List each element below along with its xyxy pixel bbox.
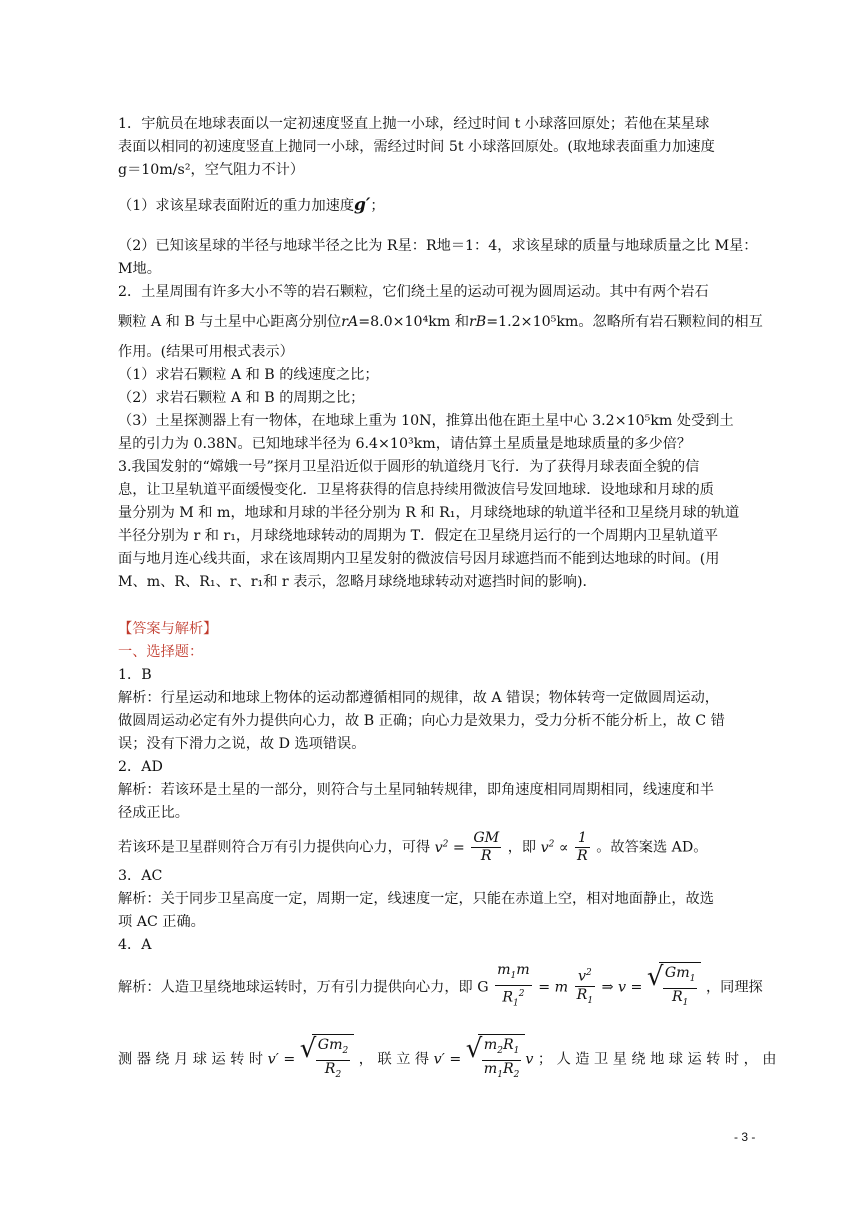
answers-heading: 【答案与解析】 [118,621,218,637]
answer-4-formula-line-1 [118,962,768,1013]
answer-4-formula-line-2 [118,1034,777,1085]
formula-proportional: $v^2$ ∝ [540,839,569,856]
answer-3-line-1: 解析：关于同步卫星高度一定，周期一定，线速度一定，只能在赤道上空，相对地面静止，故选 [118,891,714,907]
problem-1-line-3: g＝10m/s²，空气阻力不计） [118,162,305,178]
problem-3-line-5: 面与地月连心线共面，求在该周期内卫星发射的微波信号因月球遮挡而不能到达地球的时间。(用 [118,551,720,567]
answer-2-label: 2．AD [118,759,163,775]
problem-2-line-3: 作用。(结果可用根式表示） [118,344,294,360]
formula-equals-m: = m [538,979,569,996]
answer-2-line-3-part-a: 若该环是卫星群则符合万有引力提供向心力，可得 [118,839,431,856]
formula-sqrt-ratio: √ $\frac{m_2R_1}{m_1R_2}$ [466,1034,526,1085]
answer-4-line-1-part-b: ，同理探 [705,979,763,996]
problem-1-question-2 [118,235,768,281]
page-number: - 3 - [734,1130,756,1144]
formula-g-symbol: G [477,979,489,996]
problem-2-line-2-part-b: =8.0×10⁴km 和 [358,314,470,330]
answer-4-line-1-part-a: 解析：人造卫星绕地球运转时，万有引力提供向心力，即 [118,979,473,996]
formula-gm-over-r: $\frac{GM}{R}$ [473,830,500,865]
r-b-symbol: rB [469,314,487,330]
answer-2-line-1: 解析：若该环是土星的一部分，则符合与土星同轴转规律，即角速度相同周期相同，线速度和半 [118,782,714,798]
problem-2 [118,281,768,304]
problem-1-line-2: 表面以相同的初速度竖直上抛同一小球，需经过时间 5t 小球落回原处。(取地球表面重力加速度 [118,139,715,155]
answer-4-line-2-part-a: 测 器 绕 月 球 运 转 时 [118,1051,264,1068]
answer-1-line-2: 做圆周运动必定有外力提供向心力，故 B 正确；向心力是效果力，受力分析不能分析上，故 C 错 [118,713,725,729]
formula-m1m-over-r1sq: $\frac{m_1m}{R_1^2}$ [497,962,530,1009]
formula-implies-v: ⇒ v = [601,979,643,996]
answer-3 [118,865,768,957]
problem-2-line-2 [118,311,768,334]
answer-3-line-2: 项 AC 正确。 [118,914,205,930]
problem-1-question-2-line-1: （2）已知该星球的半径与地球半径之比为 R星：R地＝1：4，求该星球的质量与地球质量之比 M星： [118,238,758,254]
problem-1-question-1-end: ； [370,198,385,214]
r-a-symbol: rA [341,314,359,330]
answer-4-line-2-part-c: ； 人 造 卫 星 绕 地 球 运 转 时 ， 由 [537,1051,777,1068]
problem-2-line-2-part-c: =1.2×10⁵km。忽略所有岩石颗粒间的相互 [486,314,763,330]
answer-2-line-3-part-b: ，即 [507,839,537,856]
formula-one-over-r: $\frac{1}{R}$ [577,830,588,865]
problem-3-line-4: 半径分别为 r 和 r₁，月球绕地球转动的周期为 T．假定在卫星绕月运行的一个周期内卫星轨道平 [118,528,719,544]
formula-sqrt-gm2-r2: √ $\frac{Gm_2}{R_2}$ [300,1034,355,1085]
answer-2-line-3-part-c: 。故答案选 AD。 [596,839,708,856]
answer-4-label: 4．A [118,937,152,953]
formula-sqrt-gm1-r1: √ $\frac{Gm_1}{R_1}$ [647,962,702,1013]
problem-2-question-1: （1）求岩石颗粒 A 和 B 的线速度之比； [118,367,379,383]
answer-2-formula-line [118,824,768,868]
formula-v-suffix: v [525,1051,534,1068]
problem-2-line-2-part-a: 颗粒 A 和 B 与土星中心距离分别位 [118,314,342,330]
problem-2-question-3-line-1: （3）土星探测器上有一物体，在地球上重为 10N，推算出他在距土星中心 3.2×10⁵km 处受到土 [118,413,734,429]
formula-v-prime-2: v′ = [433,1051,462,1068]
answer-3-label: 3．AC [118,868,163,884]
problem-1-question-1-text: （1）求该星球表面附近的重力加速度 [118,198,355,214]
problem-2-question-2: （2）求岩石颗粒 A 和 B 的周期之比； [118,390,365,406]
answer-1-line-1: 解析：行星运动和地球上物体的运动都遵循相同的规律，故 A 错误；物体转弯一定做圆周运动， [118,690,719,706]
answers-section-title: 一、选择题： [118,644,204,660]
problem-3 [118,456,768,594]
g-prime-symbol: g′ [354,195,371,215]
answer-1-label: 1．B [118,667,152,683]
problem-2-question-3-line-2: 星的引力为 0.38N。已知地球半径为 6.4×10³km，请估算土星质量是地球质量的多少倍？ [118,436,692,452]
problem-1-question-2-line-2: M地。 [118,261,161,277]
formula-v2-over-r1: $\frac{v^2}{R_1}$ [575,965,595,1010]
answer-2-line-2: 径成正比。 [118,805,189,821]
problem-2-rest [118,341,768,456]
answer-4-line-2-part-b: ， 联 立 得 [358,1051,430,1068]
formula-v-squared: $v^2$ = [434,839,465,856]
formula-v-prime: v′ = [267,1051,296,1068]
problem-1-line-1: 1．宇航员在地球表面以一定初速度竖直上抛一小球，经过时间 t 小球落回原处；若他在某星球 [118,116,710,132]
problem-1 [118,113,768,182]
answer-1-line-3: 误；没有下滑力之说，故 D 选项错误。 [118,736,366,752]
answers-section [118,618,768,825]
problem-3-line-6: M、m、R、R₁、r、r₁和 r 表示，忽略月球绕地球转动对遮挡时间的影响)． [118,574,597,590]
problem-2-line-1: 2．土星周围有许多大小不等的岩石颗粒，它们绕土星的运动可视为圆周运动。其中有两个岩石 [118,284,709,300]
problem-3-line-1: 3.我国发射的“嫦娥一号”探月卫星沿近似于圆形的轨道绕月飞行．为了获得月球表面全貌的信 [118,459,700,475]
problem-3-line-3: 量分别为 M 和 m，地球和月球的半径分别为 R 和 R₁，月球绕地球的轨道半径和卫星绕月球的轨道 [118,505,740,521]
problem-3-line-2: 息，让卫星轨道平面缓慢变化．卫星将获得的信息持续用微波信号发回地球．设地球和月球的质 [118,482,714,498]
problem-1-question-1 [118,194,768,217]
